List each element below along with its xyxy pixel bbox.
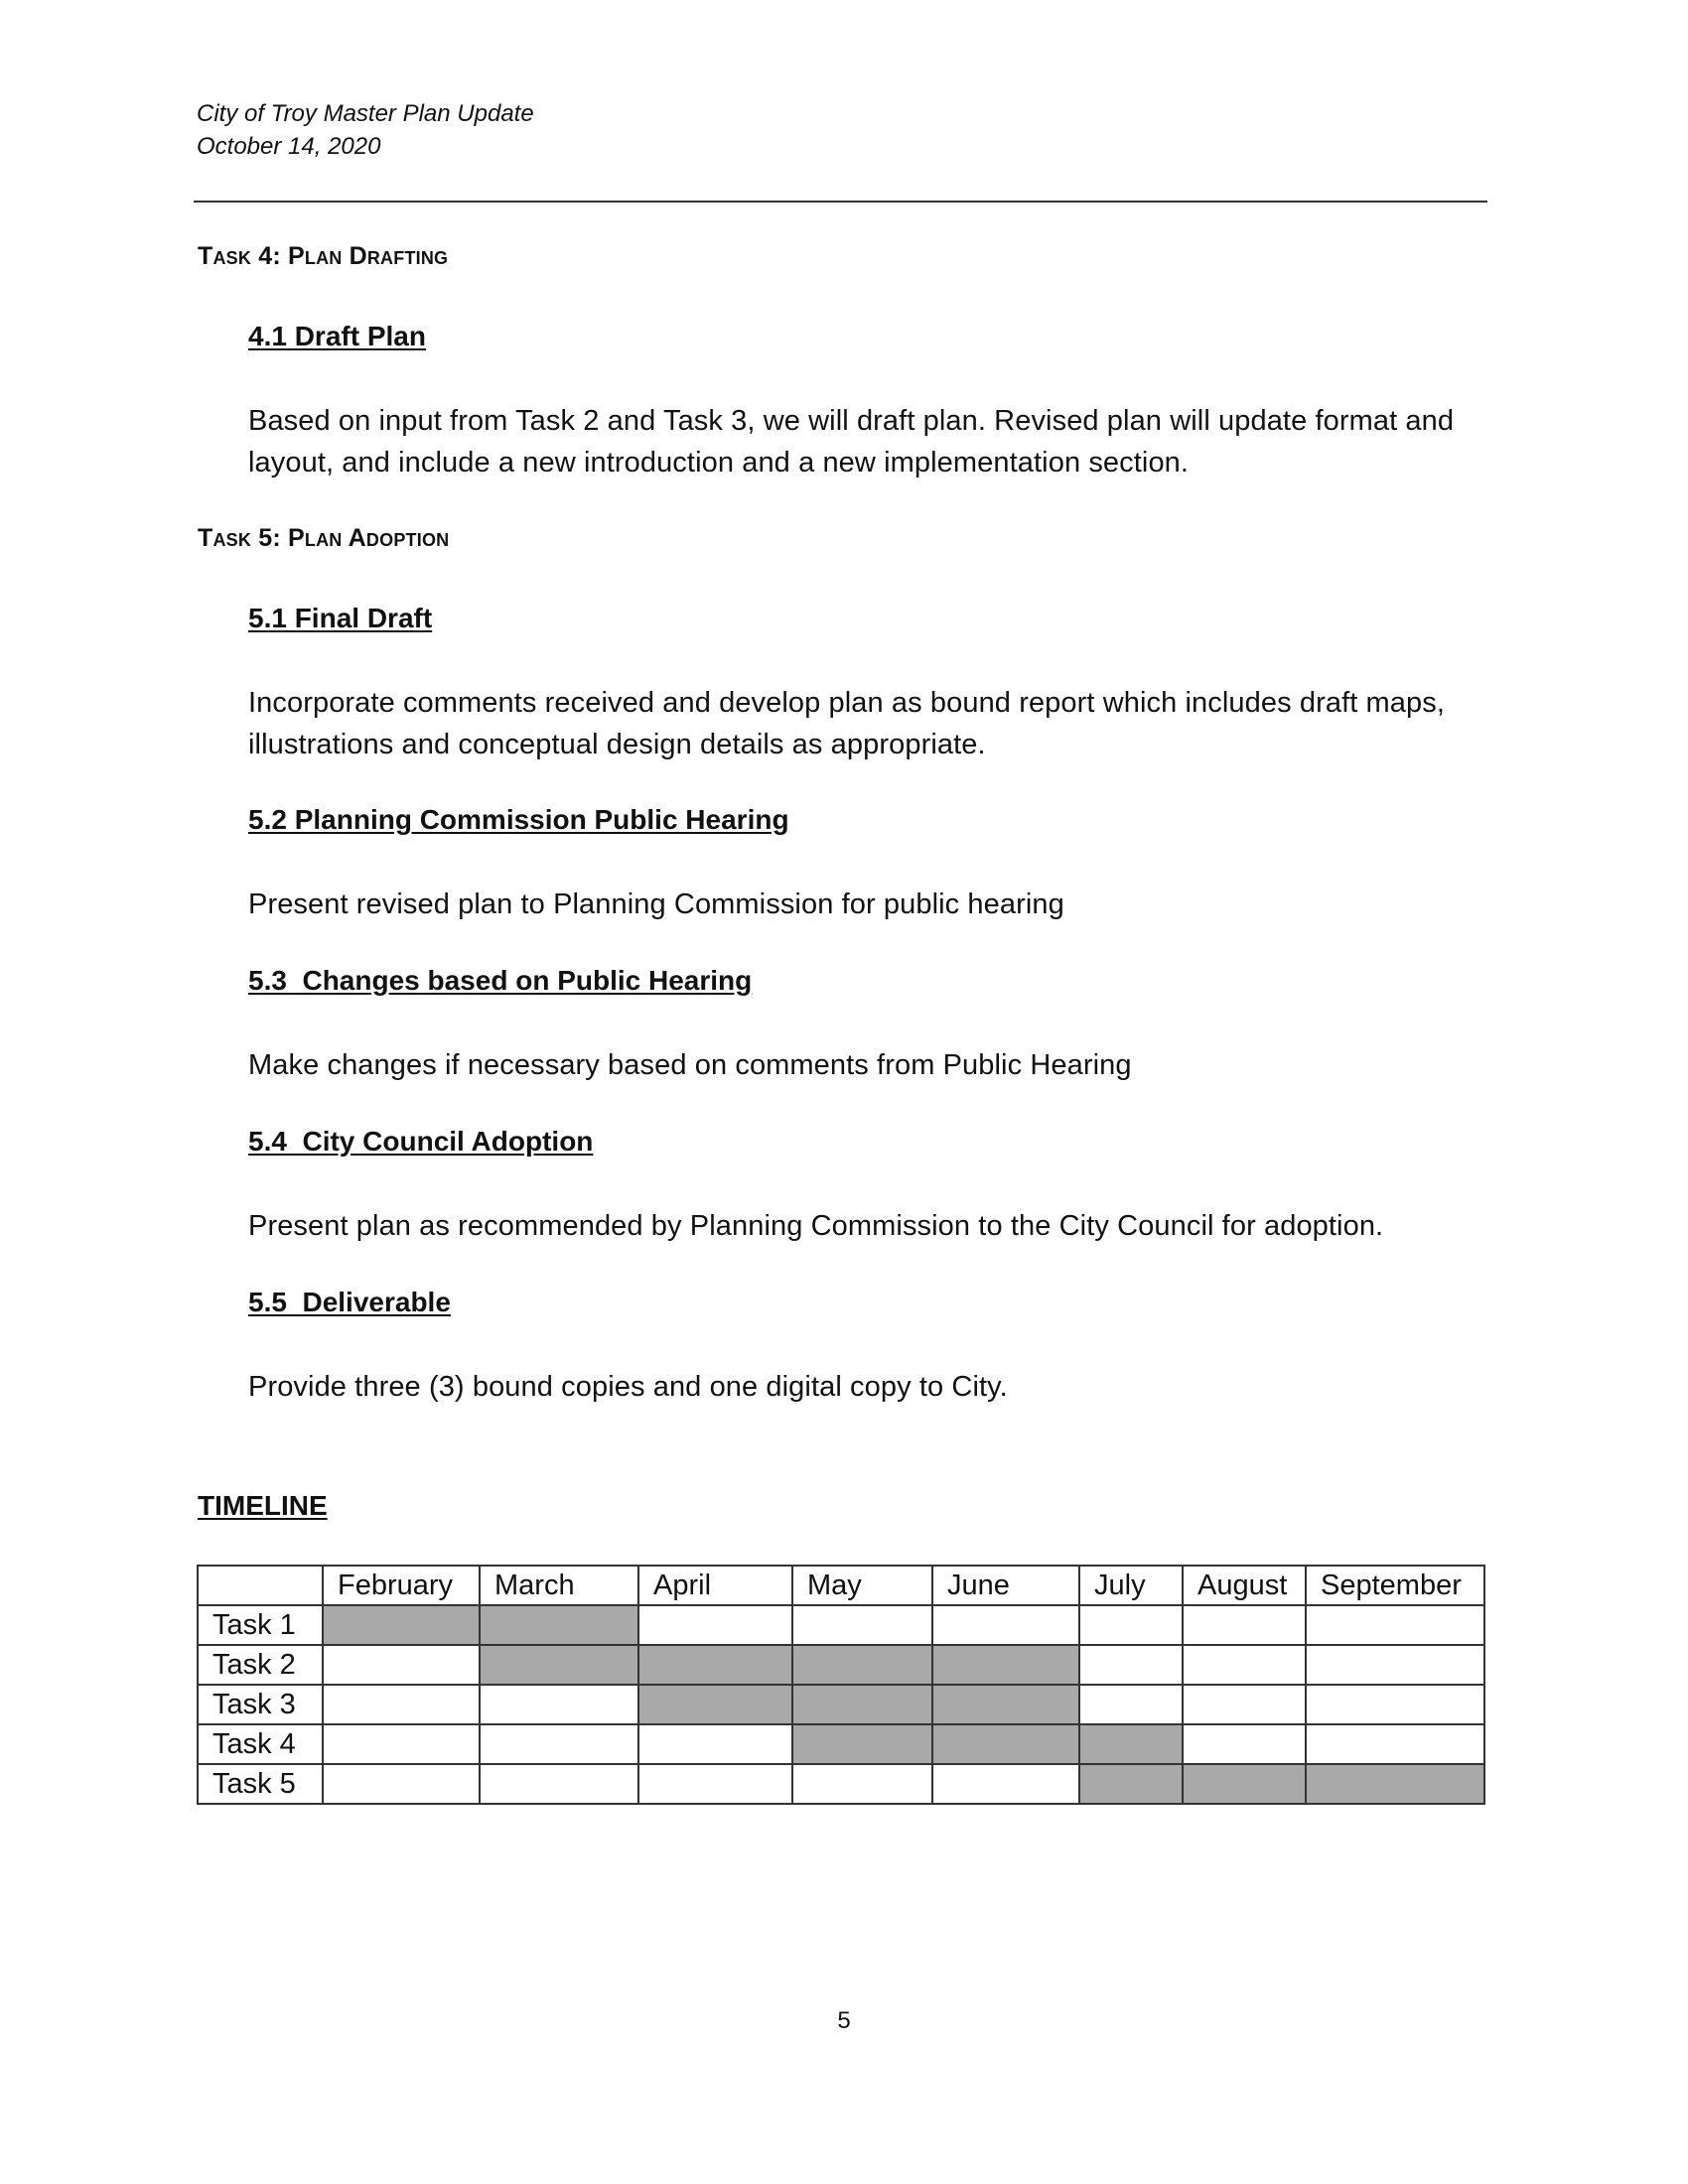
timeline-cell-empty — [1183, 1685, 1306, 1724]
timeline-cell-active — [792, 1724, 932, 1764]
timeline-month-header: March — [480, 1566, 638, 1605]
section-5-4-text: Present plan as recommended by Planning Commission to the City Council for adoption. — [248, 1210, 1384, 1242]
timeline-row — [198, 1645, 1484, 1685]
timeline-task-label: Task 4 — [198, 1724, 323, 1764]
section-5-5-text: Provide three (3) bound copies and one digital copy to City. — [248, 1371, 1008, 1403]
timeline-cell-active — [792, 1685, 932, 1724]
header-date: October 14, 2020 — [197, 133, 381, 160]
timeline-cell-active — [1079, 1764, 1183, 1804]
section-4-1-heading: 4.1 Draft Plan — [248, 321, 426, 351]
section-5-3-heading: 5.3 Changes based on Public Hearing — [248, 965, 753, 996]
timeline-cell-empty — [480, 1764, 638, 1804]
timeline-cell-empty — [1306, 1605, 1484, 1645]
timeline-cell-empty — [323, 1724, 480, 1764]
timeline-month-header: May — [792, 1566, 932, 1605]
timeline-cell-empty — [638, 1605, 792, 1645]
timeline-cell-empty — [792, 1605, 932, 1645]
timeline-cell-empty — [1079, 1685, 1183, 1724]
timeline-cell-active — [932, 1645, 1079, 1685]
timeline-cell-empty — [1079, 1605, 1183, 1645]
timeline-month-header: June — [932, 1566, 1079, 1605]
timeline-cell-active — [792, 1645, 932, 1685]
timeline-cell-empty — [1183, 1645, 1306, 1685]
timeline-month-header: July — [1079, 1566, 1183, 1605]
timeline-cell-empty — [932, 1764, 1079, 1804]
timeline-cell-empty — [932, 1605, 1079, 1645]
timeline-month-header: August — [1183, 1566, 1306, 1605]
timeline-month-header: April — [638, 1566, 792, 1605]
timeline-cell-empty — [1306, 1645, 1484, 1685]
timeline-corner-cell — [198, 1566, 323, 1605]
timeline-cell-active — [932, 1724, 1079, 1764]
header-divider — [194, 201, 1487, 203]
timeline-row — [198, 1685, 1484, 1724]
timeline-cell-empty — [1079, 1645, 1183, 1685]
timeline-row — [198, 1724, 1484, 1764]
section-5-2-heading: 5.2 Planning Commission Public Hearing — [248, 804, 789, 835]
timeline-cell-active — [480, 1605, 638, 1645]
timeline-header-row — [198, 1566, 1484, 1605]
timeline-month-header: February — [323, 1566, 480, 1605]
timeline-task-label: Task 1 — [198, 1605, 323, 1645]
timeline-cell-active — [480, 1645, 638, 1685]
section-5-1-heading: 5.1 Final Draft — [248, 603, 433, 633]
timeline-cell-active — [1306, 1764, 1484, 1804]
section-5-2-text: Present revised plan to Planning Commission for public hearing — [248, 888, 1064, 920]
timeline-cell-empty — [1306, 1685, 1484, 1724]
document-header — [197, 97, 534, 163]
timeline-cell-empty — [323, 1645, 480, 1685]
timeline-cell-empty — [480, 1685, 638, 1724]
task-5-heading: Task 5: Plan Adoption — [198, 524, 450, 552]
timeline-month-header: September — [1306, 1566, 1484, 1605]
timeline-cell-empty — [638, 1764, 792, 1804]
timeline-cell-active — [1079, 1724, 1183, 1764]
timeline-cell-empty — [792, 1764, 932, 1804]
timeline-cell-empty — [638, 1724, 792, 1764]
task-4-heading: Task 4: Plan Drafting — [198, 242, 449, 270]
timeline-row — [198, 1605, 1484, 1645]
section-4-1-text: Based on input from Task 2 and Task 3, we will draft plan. Revised plan will update format and layout, and include a new introduction and a new implementation section. — [248, 405, 1455, 478]
timeline-cell-empty — [1306, 1724, 1484, 1764]
timeline-cell-empty — [323, 1764, 480, 1804]
timeline-cell-empty — [480, 1724, 638, 1764]
timeline-cell-active — [323, 1605, 480, 1645]
timeline-cell-active — [638, 1685, 792, 1724]
section-5-5-heading: 5.5 Deliverable — [248, 1287, 451, 1317]
timeline-cell-empty — [1183, 1605, 1306, 1645]
page-number: 5 — [837, 2007, 851, 2034]
timeline-cell-active — [932, 1685, 1079, 1724]
header-title: City of Troy Master Plan Update — [197, 100, 534, 127]
timeline-cell-active — [638, 1645, 792, 1685]
timeline-table — [197, 1565, 1485, 1805]
timeline-task-label: Task 2 — [198, 1645, 323, 1685]
timeline-cell-empty — [323, 1685, 480, 1724]
timeline-title: TIMELINE — [198, 1490, 328, 1521]
timeline-cell-empty — [1183, 1724, 1306, 1764]
section-5-3-text: Make changes if necessary based on comments from Public Hearing — [248, 1049, 1132, 1081]
timeline-cell-active — [1183, 1764, 1306, 1804]
timeline-task-label: Task 5 — [198, 1764, 323, 1804]
section-5-1-text: Incorporate comments received and develop plan as bound report which includes draft maps, illustrations and conceptual design details as appropriate. — [248, 687, 1446, 760]
section-5-4-heading: 5.4 City Council Adoption — [248, 1126, 594, 1157]
timeline-task-label: Task 3 — [198, 1685, 323, 1724]
timeline-row — [198, 1764, 1484, 1804]
